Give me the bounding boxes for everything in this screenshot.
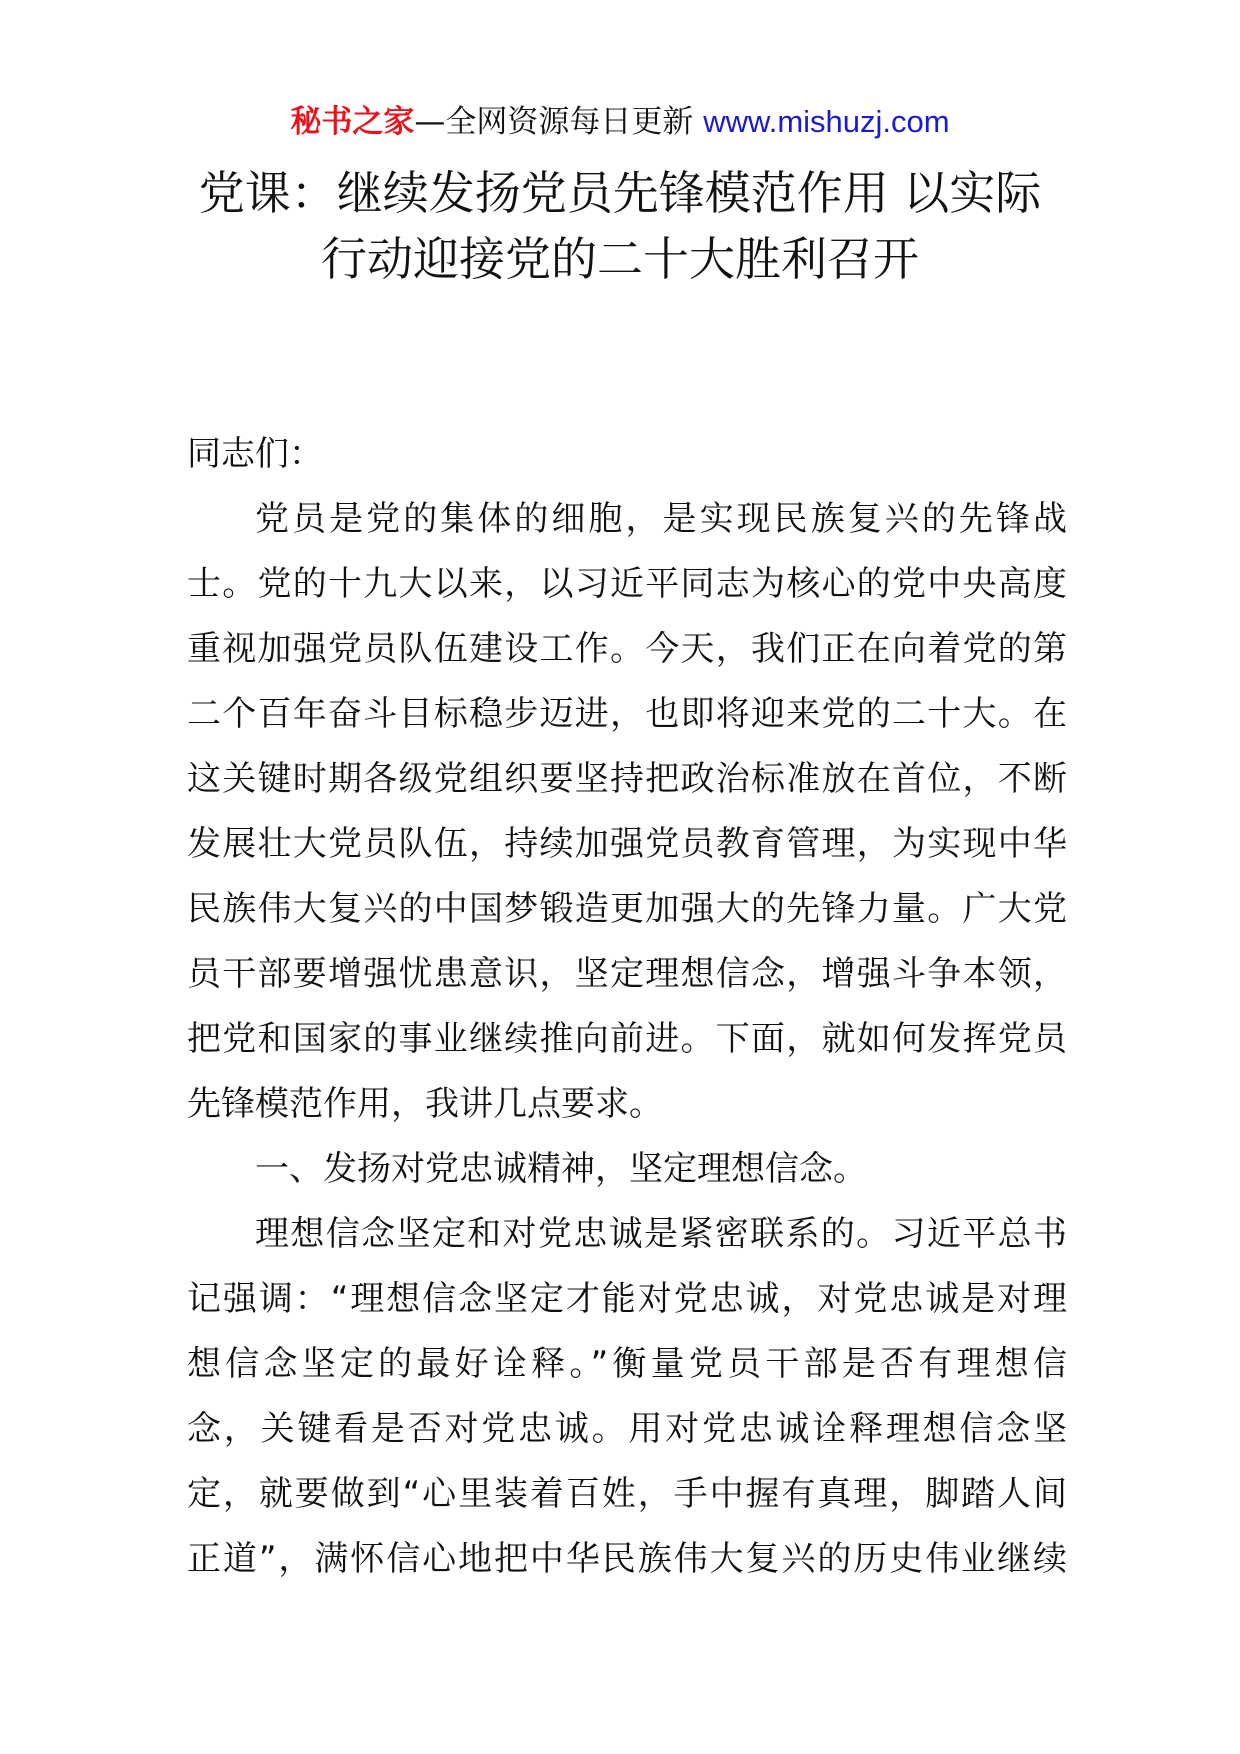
site-url-link[interactable]: www.mishuzj.com: [703, 104, 950, 139]
body-line: 想信念坚定的最好诠释。”衡量党员干部是否有理想信: [187, 1344, 1067, 1384]
body-line: 先锋模范作用，我讲几点要求。: [187, 1084, 663, 1124]
body-line: 士。党的十九大以来，以习近平同志为核心的党中央高度: [187, 564, 1067, 604]
document-title: [150, 160, 1090, 292]
salutation: 同志们：: [187, 434, 323, 474]
body-line: 念，关键看是否对党忠诚。用对党忠诚诠释理想信念坚: [187, 1409, 1067, 1449]
body-line: 员干部要增强忧患意识，坚定理想信念，增强斗争本领，: [187, 954, 1067, 994]
section-heading: 一、发扬对党忠诚精神，坚定理想信念。: [255, 1149, 867, 1189]
site-tagline: —全网资源每日更新: [414, 104, 704, 140]
site-header: [0, 98, 1240, 146]
body-line: 重视加强党员队伍建设工作。今天，我们正在向着党的第: [187, 629, 1067, 669]
site-brand: 秘书之家: [290, 104, 415, 140]
body-line: 党员是党的集体的细胞，是实现民族复兴的先锋战: [255, 499, 1067, 539]
title-line-2: 行动迎接党的二十大胜利召开: [321, 232, 919, 286]
body-line: 记强调：“理想信念坚定才能对党忠诚，对党忠诚是对理: [187, 1279, 1067, 1319]
title-line-1: 党课：继续发扬党员先锋模范作用 以实际: [198, 166, 1042, 220]
body-line: 这关键时期各级党组织要坚持把政治标准放在首位，不断: [187, 759, 1067, 799]
body-line: 正道”，满怀信心地把中华民族伟大复兴的历史伟业继续: [187, 1539, 1067, 1579]
body-line: 二个百年奋斗目标稳步迈进，也即将迎来党的二十大。在: [187, 694, 1067, 734]
body-line: 把党和国家的事业继续推向前进。下面，就如何发挥党员: [187, 1019, 1067, 1059]
body-line: 理想信念坚定和对党忠诚是紧密联系的。习近平总书: [255, 1214, 1067, 1254]
body-line: 定，就要做到“心里装着百姓，手中握有真理，脚踏人间: [187, 1474, 1067, 1514]
body-line: 民族伟大复兴的中国梦锻造更加强大的先锋力量。广大党: [187, 889, 1067, 929]
document-body: [187, 422, 1067, 1592]
body-line: 发展壮大党员队伍，持续加强党员教育管理，为实现中华: [187, 824, 1067, 864]
